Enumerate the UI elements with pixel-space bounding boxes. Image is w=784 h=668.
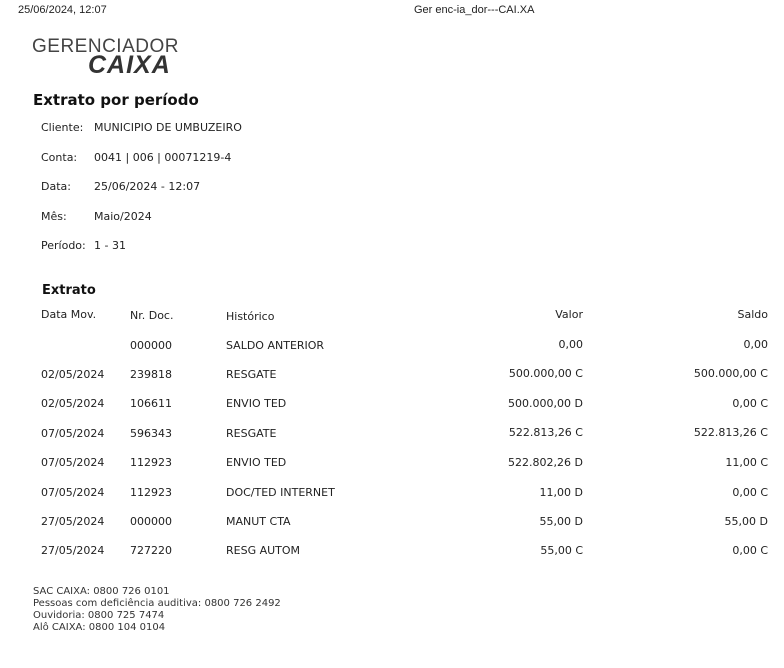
page-title: Extrato por período (33, 91, 199, 109)
row-doc: 596343 (130, 427, 172, 440)
col-history-header: Histórico (226, 310, 275, 323)
row-value: 500.000,00 D (508, 397, 583, 410)
row-balance: 0,00 C (732, 486, 768, 499)
row-doc: 727220 (130, 544, 172, 557)
row-value: 0,00 (558, 338, 583, 351)
row-doc: 106611 (130, 397, 172, 410)
footer-ombudsman: Ouvidoria: 0800 725 7474 (33, 610, 165, 621)
row-balance: 500.000,00 C (693, 367, 768, 380)
client-label: Cliente: (41, 121, 84, 134)
row-history: MANUT CTA (226, 515, 291, 528)
footer-contacts (33, 586, 281, 634)
logo-gerenciador: GERENCIADOR (32, 36, 179, 57)
row-date: 07/05/2024 (41, 427, 105, 440)
row-date: 07/05/2024 (41, 456, 105, 469)
row-date: 02/05/2024 (41, 368, 105, 381)
row-balance: 522.813,26 C (693, 426, 768, 439)
account-value: 0041 | 006 | 00071219-4 (94, 151, 232, 164)
logo-caixa: CAIXA (88, 51, 171, 79)
col-value-header: Valor (555, 308, 583, 321)
row-doc: 000000 (130, 339, 172, 352)
row-value: 11,00 D (539, 486, 583, 499)
client-value: MUNICIPIO DE UMBUZEIRO (94, 121, 242, 134)
row-history: ENVIO TED (226, 456, 287, 469)
row-history: RESGATE (226, 368, 277, 381)
month-label: Mês: (41, 210, 67, 223)
row-value: 522.813,26 C (508, 426, 583, 439)
period-label: Período: (41, 239, 86, 252)
col-doc-header: Nr. Doc. (130, 309, 174, 322)
statement-section-title: Extrato (42, 283, 96, 298)
row-balance: 55,00 D (724, 515, 768, 528)
footer-alo-caixa: Alô CAIXA: 0800 104 0104 (33, 622, 166, 633)
row-doc: 239818 (130, 368, 172, 381)
row-value: 55,00 C (540, 544, 583, 557)
date-value: 25/06/2024 - 12:07 (94, 180, 201, 193)
row-balance: 0,00 C (732, 397, 768, 410)
col-date-header: Data Mov. (41, 308, 97, 321)
row-balance: 11,00 C (725, 456, 768, 469)
row-date: 02/05/2024 (41, 397, 105, 410)
row-balance: 0,00 C (732, 544, 768, 557)
col-balance-header: Saldo (737, 308, 768, 321)
row-history: ENVIO TED (226, 397, 287, 410)
row-date: 27/05/2024 (41, 544, 105, 557)
period-value: 1 - 31 (94, 239, 126, 252)
account-label: Conta: (41, 151, 78, 164)
row-history: DOC/TED INTERNET (226, 486, 335, 499)
row-history: RESGATE (226, 427, 277, 440)
row-doc: 000000 (130, 515, 172, 528)
row-value: 500.000,00 C (508, 367, 583, 380)
row-value: 522.802,26 D (508, 456, 583, 469)
row-history: SALDO ANTERIOR (226, 339, 325, 352)
row-date: 07/05/2024 (41, 486, 105, 499)
row-date: 27/05/2024 (41, 515, 105, 528)
row-history: RESG AUTOM (226, 544, 301, 557)
print-datetime: 25/06/2024, 12:07 (18, 4, 107, 16)
footer-accessibility: Pessoas com deficiência auditiva: 0800 726 2492 (33, 598, 281, 609)
print-window-title: Ger enc-ia_dor---CAI.XA (414, 4, 535, 16)
row-doc: 112923 (130, 486, 172, 499)
month-value: Maio/2024 (94, 210, 152, 223)
date-label: Data: (41, 180, 71, 193)
row-balance: 0,00 (743, 338, 768, 351)
footer-sac: SAC CAIXA: 0800 726 0101 (33, 586, 170, 597)
row-value: 55,00 D (539, 515, 583, 528)
row-doc: 112923 (130, 456, 172, 469)
